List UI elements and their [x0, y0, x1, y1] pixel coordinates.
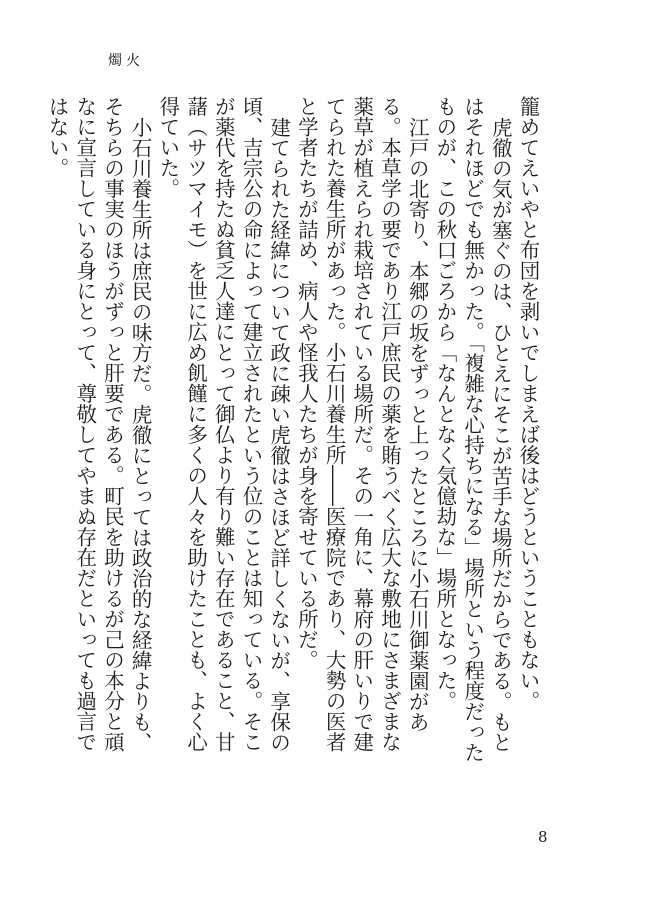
page-number: 8 [538, 828, 548, 846]
paragraph: 虎徹の気が塞ぐのは、ひとえにそこが苦手な場所だからである。もとはそれほどでも無かった。「複雑な心持ちになる」場所という程度だったものが、この秋口ごろから「なんとなく気億劫な」場所となった。 [432, 96, 513, 763]
paragraph: 建てられた経緯について政に疎い虎徹はさほど詳しくないが、享保の頃、吉宗公の命によって建立されたという位のことは知っている。そこが薬代を持たぬ貧乏人達にとって御仏より有り難い存在であること、甘藷（サツマイモ）を世に広め飢饉に多くの人々を助けたことも、よく心得ていた。 [155, 96, 291, 752]
running-title: 燭火 [108, 53, 144, 69]
paragraph: 籠めてえいやと布団を剥いでしまえば後はどうということもない。 [516, 96, 540, 711]
paragraph: 小石川養生所は庶民の味方だ。虎徹にとっては政治的な経緯よりも、そちらの事実のほうがずっと肝要である。町民を助けるが己の本分と頑なに宣言している身にとって、尊敬してやまぬ存在だといっても過言ではない。 [45, 96, 153, 752]
body-text [42, 96, 541, 766]
paragraph: 江戸の北寄り、本郷の坂をずっと上ったところに小石川御薬園がある。本草学の要であり江戸庶民の薬を賄うべく広大な敷地にさまざまな薬草が植えられ栽培されている場所だ。その一角に、幕府の肝いりで建てられた養生所があった。小石川養生所――医療院であり、大勢の医者と学者たちが詰め、病人や怪我人たちが身を寄せている所だ。 [294, 96, 430, 752]
